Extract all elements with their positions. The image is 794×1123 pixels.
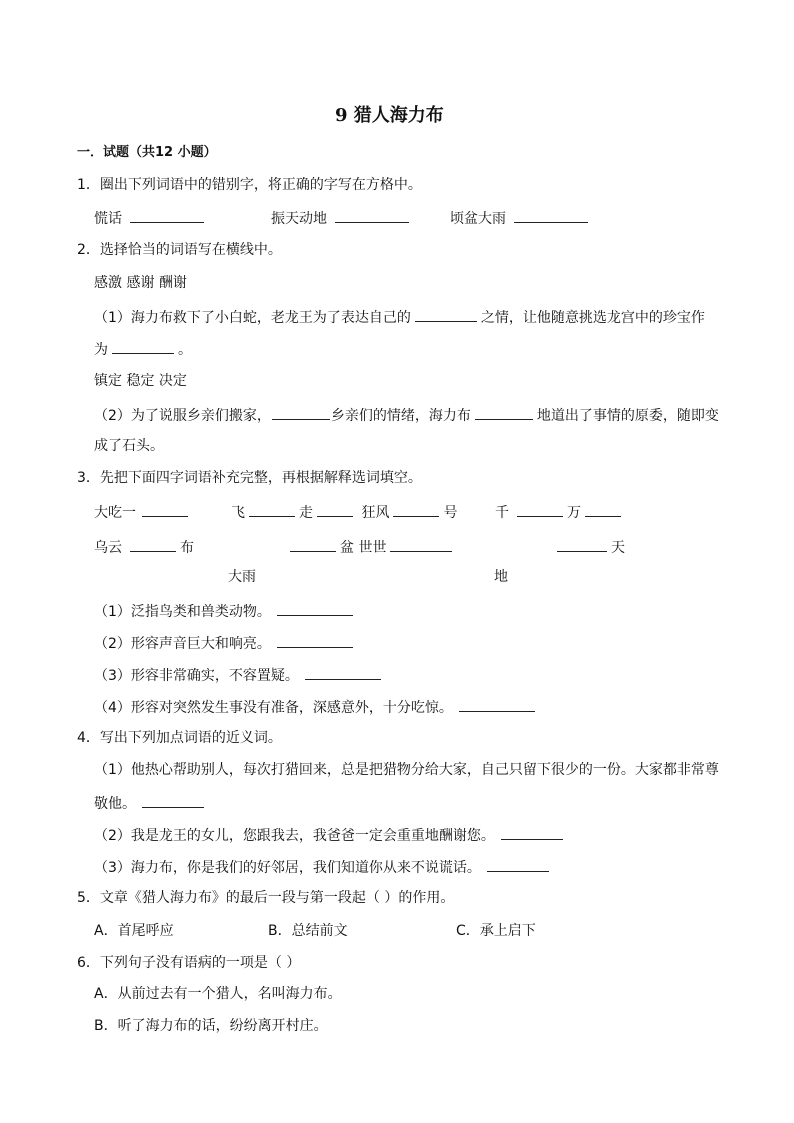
q3-sub-2: （2）形容声音巨大和响亮。 (94, 633, 357, 653)
answer-blank[interactable] (514, 208, 588, 223)
q3-stem: 3．先把下面四字词语补充完整，再根据解释选词填空。 (77, 470, 422, 486)
answer-blank[interactable] (130, 537, 176, 552)
q3-idiom-row-2c: 天 (557, 537, 625, 557)
answer-blank[interactable] (112, 339, 174, 354)
q5-stem: 5．文章《猎人海力布》的最后一段与第一段起（ ）的作用。 (77, 890, 455, 906)
answer-blank[interactable] (142, 793, 204, 808)
q4-sub-3: （3）海力布，你是我们的好邻居，我们知道你从来不说谎话。 (94, 857, 553, 877)
answer-blank[interactable] (272, 405, 330, 420)
q2-sentence-2: （2）为了说服乡亲们搬家， 乡亲们的情绪，海力布 地道出了事情的原委，随即变 (94, 405, 719, 425)
q1-word-1: 慌话 (94, 208, 208, 228)
answer-blank[interactable] (277, 633, 353, 648)
answer-blank[interactable] (317, 502, 353, 517)
q6-option-a[interactable]: A．从前过去有一个猎人，名叫海力布。 (94, 986, 342, 1002)
q3-idiom-wrap-2: 地 (494, 569, 508, 585)
q3-idiom-row-2b: 盆 世世 (290, 537, 456, 557)
q5-option-b[interactable]: B．总结前文 (268, 923, 348, 939)
q3-idiom-row-1c: 千 万 (495, 502, 625, 522)
answer-blank[interactable] (475, 405, 533, 420)
answer-blank[interactable] (249, 502, 295, 517)
q2-word-group-1: 感激 感谢 酬谢 (94, 275, 187, 291)
q3-idiom-wrap-1: 大雨 (228, 569, 256, 585)
q2-sentence-1: （1）海力布救下了小白蛇，老龙王为了表达自己的 之情，让他随意挑选龙宫中的珍宝作 (94, 307, 705, 327)
q3-idiom-row-2a: 乌云 布 (94, 537, 194, 557)
q3-sub-4: （4）形容对突然发生事没有准备，深感意外，十分吃惊。 (94, 697, 539, 717)
q2-sentence-1-cont: 为 。 (94, 339, 192, 359)
answer-blank[interactable] (305, 665, 381, 680)
page-title: 9 猎人海力布 (335, 105, 444, 126)
q1-stem: 1．圈出下列词语中的错别字，将正确的字写在方格中。 (77, 177, 422, 193)
q4-sub-2: （2）我是龙王的女儿，您跟我去，我爸爸一定会重重地酬谢您。 (94, 825, 567, 845)
answer-blank[interactable] (517, 502, 563, 517)
q4-sub-1: （1）他热心帮助别人，每次打猎回来，总是把猎物分给大家，自己只留下很少的一份。大家都非常尊 (94, 762, 719, 778)
answer-blank[interactable] (390, 537, 452, 552)
q1-word-3: 顷盆大雨 (450, 208, 592, 228)
answer-blank[interactable] (277, 601, 353, 616)
answer-blank[interactable] (557, 537, 607, 552)
answer-blank[interactable] (393, 502, 439, 517)
q1-word-2: 振天动地 (271, 208, 413, 228)
answer-blank[interactable] (290, 537, 336, 552)
q3-sub-1: （1）泛指鸟类和兽类动物。 (94, 601, 357, 621)
answer-blank[interactable] (501, 825, 563, 840)
q3-idiom-row-1b: 飞 走 狂风 号 (231, 502, 457, 522)
q3-sub-3: （3）形容非常确实，不容置疑。 (94, 665, 385, 685)
q3-idiom-row-1: 大吃一 (94, 502, 192, 522)
q5-option-a[interactable]: A．首尾呼应 (94, 923, 174, 939)
answer-blank[interactable] (335, 208, 409, 223)
answer-blank[interactable] (142, 502, 188, 517)
q4-stem: 4．写出下列加点词语的近义词。 (77, 730, 282, 746)
q2-sentence-2-cont: 成了石头。 (94, 438, 164, 454)
q5-option-c[interactable]: C．承上启下 (456, 923, 536, 939)
answer-blank[interactable] (459, 697, 535, 712)
q6-option-b[interactable]: B．听了海力布的话，纷纷离开村庄。 (94, 1018, 328, 1034)
q4-sub-1-cont: 敬他。 (94, 793, 208, 813)
answer-blank[interactable] (130, 208, 204, 223)
section-heading: 一．试题（共12 小题） (77, 145, 217, 160)
answer-blank[interactable] (585, 502, 621, 517)
q2-word-group-2: 镇定 稳定 决定 (94, 373, 187, 389)
answer-blank[interactable] (415, 307, 477, 322)
q2-stem: 2．选择恰当的词语写在横线中。 (77, 242, 282, 258)
answer-blank[interactable] (487, 857, 549, 872)
q6-stem: 6．下列句子没有语病的一项是（ ） (77, 955, 301, 971)
